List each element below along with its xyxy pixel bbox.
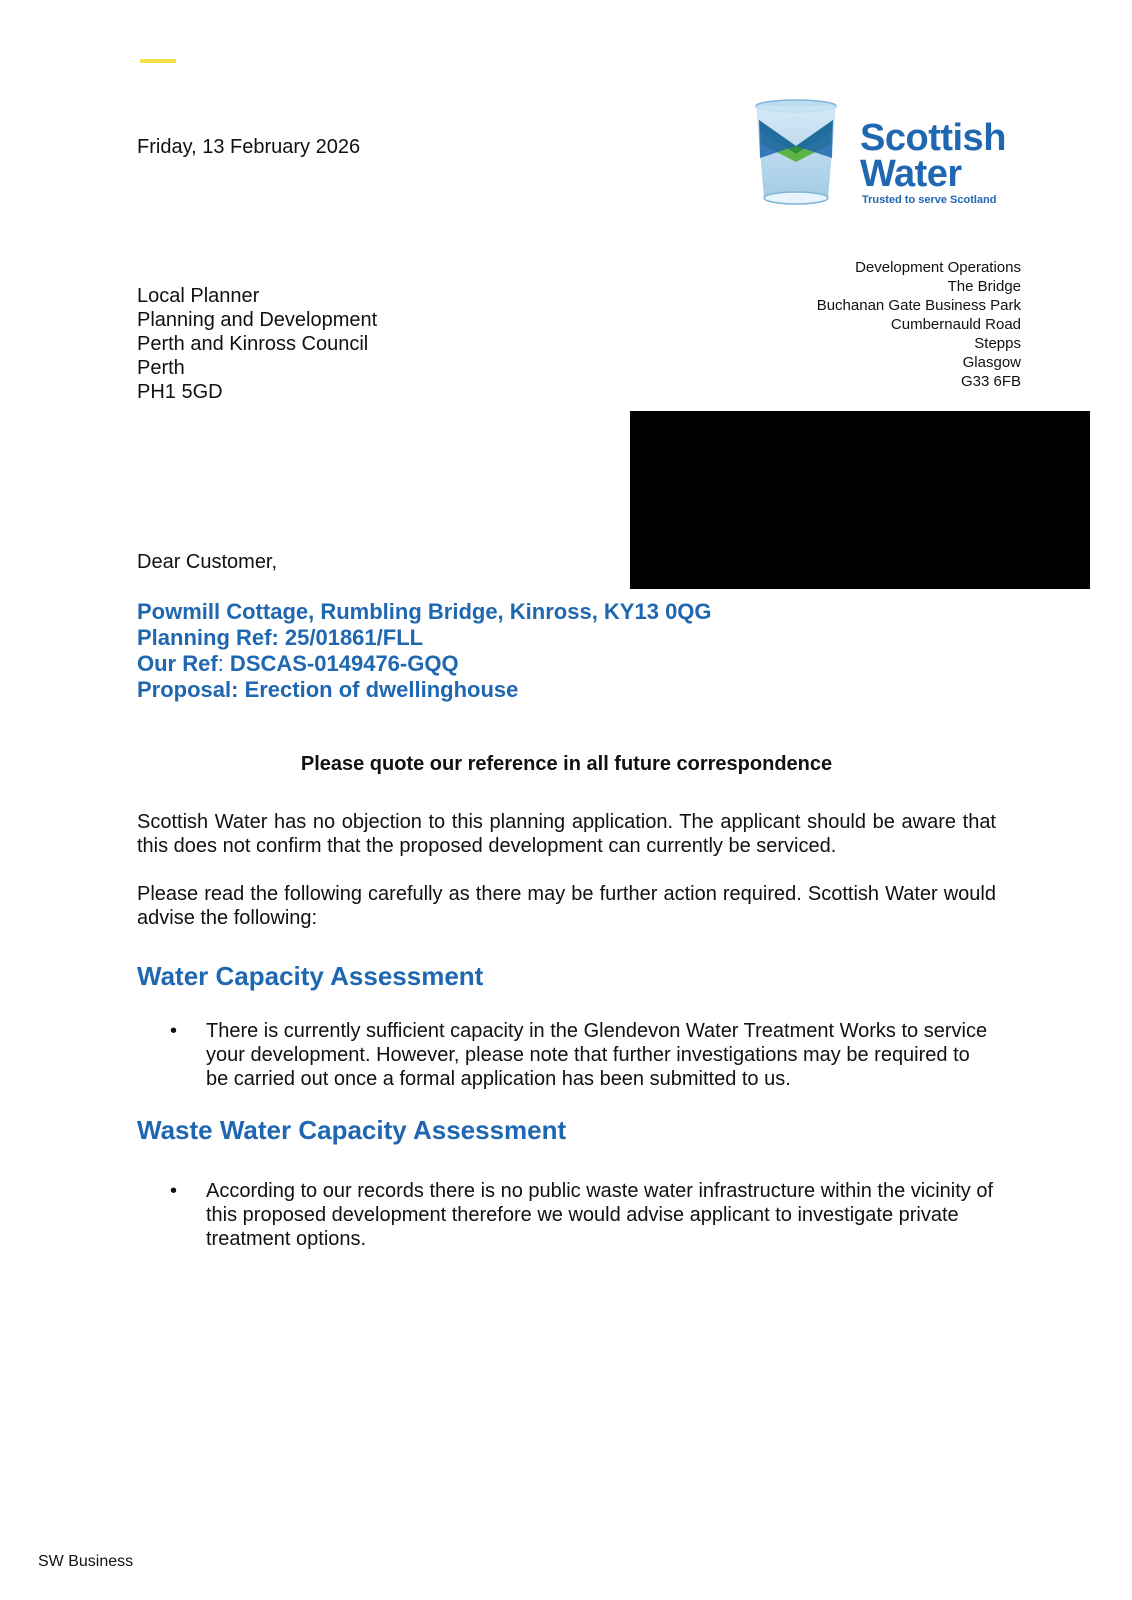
body-paragraph: Scottish Water has no objection to this planning application. The applicant should be aware that this does not confirm that the proposed development can currently be serviced. [137, 811, 996, 857]
logo-wordmark: Scottish Water [860, 117, 1006, 195]
our-reference [137, 651, 712, 677]
sender-address [817, 258, 1021, 391]
header-accent-mark [140, 59, 176, 63]
our-reference-label: Our Ref [137, 651, 218, 676]
bullet-item [137, 1179, 996, 1251]
sender-address-line: Cumbernauld Road [890, 316, 1021, 333]
our-reference-separator: : [217, 651, 224, 676]
bullet-text: There is currently sufficient capacity in the Glendevon Water Treatment Works to service your development. However, please note that further investigations may be required to be carried out once a formal application has been submitted to us. [206, 1020, 988, 1090]
our-reference-value: DSCAS-0149476-GQQ [223, 651, 459, 676]
recipient-address-line: Planning and Development [137, 309, 378, 331]
body-paragraph: Please read the following carefully as there may be further action required. Scottish Water would advise the following: [137, 883, 996, 929]
recipient-address-line: PH1 5GD [137, 381, 223, 403]
recipient-address-line: Local Planner [137, 285, 260, 307]
planning-reference: Planning Ref: 25/01861/FLL [137, 625, 424, 650]
letter-date: Friday, 13 February 2026 [137, 136, 361, 158]
sender-address-line: The Bridge [947, 278, 1021, 295]
bullet-marker: • [170, 1020, 178, 1042]
reference-block [137, 599, 712, 703]
bullet-marker: • [170, 1180, 178, 1202]
section-heading-waste-water-capacity: Waste Water Capacity Assessment [137, 1115, 567, 1145]
logo-tagline: Trusted to serve Scotland [862, 194, 997, 206]
recipient-address-line: Perth and Kinross Council [137, 333, 369, 355]
sender-address-line: G33 6FB [960, 373, 1021, 390]
footer-classification: SW Business [38, 1553, 134, 1570]
bullet-item [137, 1019, 996, 1091]
sender-address-line: Glasgow [962, 354, 1021, 371]
section-heading-water-capacity: Water Capacity Assessment [137, 961, 484, 991]
scottish-water-logo [752, 98, 1014, 214]
recipient-address-line: Perth [137, 357, 185, 379]
salutation: Dear Customer, [137, 551, 278, 573]
recipient-address [137, 284, 377, 404]
redaction-block [630, 411, 1090, 589]
sender-address-line: Stepps [974, 335, 1021, 352]
sender-address-line: Buchanan Gate Business Park [816, 297, 1021, 314]
bullet-text: According to our records there is no public waste water infrastructure within the vicinity of this proposed development therefore we would advise applicant to investigate private treatment options. [206, 1180, 994, 1250]
site-address: Powmill Cottage, Rumbling Bridge, Kinross, KY13 0QG [137, 599, 712, 624]
quote-reference-notice: Please quote our reference in all future correspondence [300, 753, 833, 775]
water-glass-icon [752, 98, 852, 210]
proposal: Proposal: Erection of dwellinghouse [137, 677, 519, 702]
sender-address-line: Development Operations [855, 259, 1021, 276]
